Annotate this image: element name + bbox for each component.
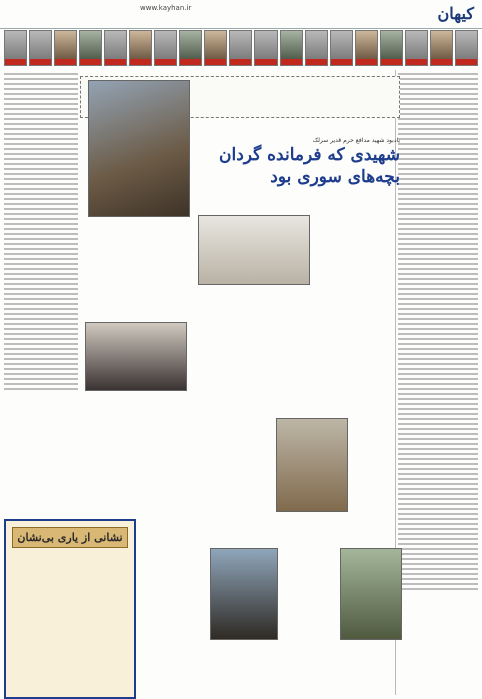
ad-title: نشانی از یاری بی‌نشان [12,527,128,548]
martyr-photo [88,80,190,217]
newspaper-logo: کیهان [437,4,474,23]
portrait [79,30,102,66]
portrait [430,30,453,66]
ad-body [6,548,134,560]
story-kicker: یادبود شهید مدافع حرم قدیر سرلک [312,137,400,144]
meeting-photo [198,215,310,285]
story-headline: شهیدی که فرمانده گردان بچه‌های سوری بود [218,145,400,187]
article-text [4,73,78,390]
portrait [330,30,353,66]
field-photo [276,418,348,512]
martyr-portrait [210,548,278,640]
portrait [455,30,478,66]
portrait [179,30,202,66]
article-text [398,73,478,590]
portrait [29,30,52,66]
portrait [229,30,252,66]
portrait [254,30,277,66]
right-column [395,70,478,695]
advertisement [4,519,136,699]
portrait [154,30,177,66]
portrait [355,30,378,66]
portrait [405,30,428,66]
portrait [305,30,328,66]
martyrs-portrait-strip [4,30,478,66]
portrait [54,30,77,66]
portrait [204,30,227,66]
portrait [4,30,27,66]
martyr-field-photo [340,548,402,640]
portrait [104,30,127,66]
left-column [4,70,78,520]
masthead [0,0,482,29]
portrait [129,30,152,66]
portrait [280,30,303,66]
site-address[interactable]: www.kayhan.ir [140,4,192,12]
portrait [380,30,403,66]
widow-photo [85,322,187,391]
